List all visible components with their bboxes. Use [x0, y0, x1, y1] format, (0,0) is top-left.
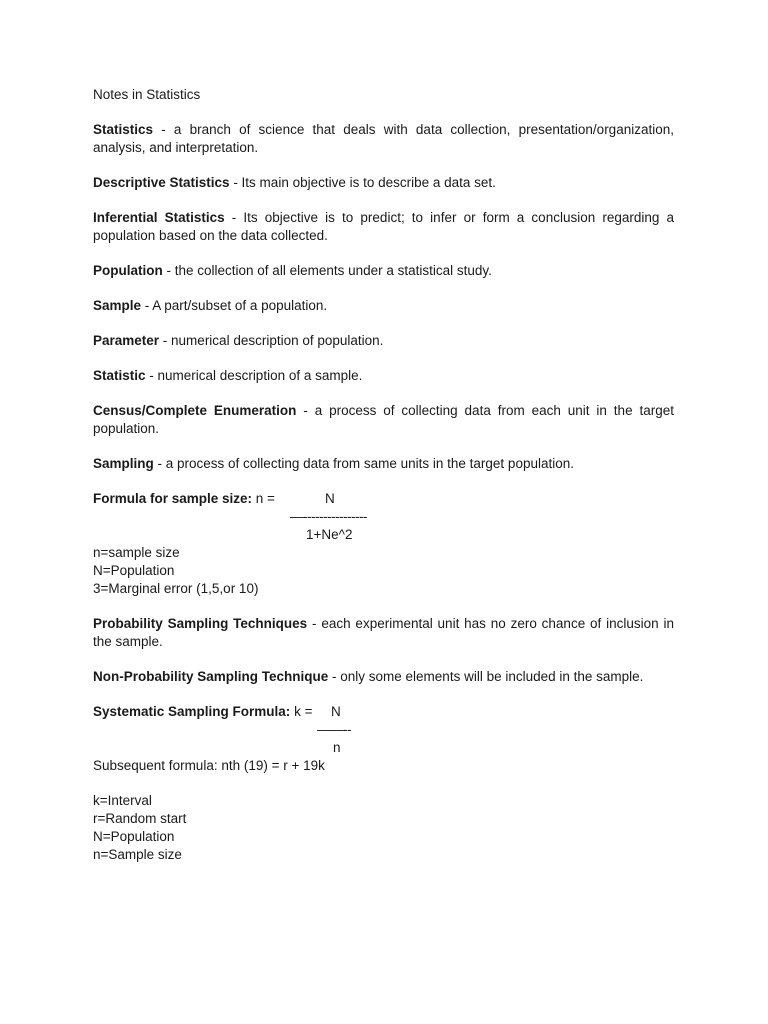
- term-label: Statistic: [93, 368, 146, 383]
- formula-label: Formula for sample size:: [93, 491, 253, 506]
- systematic-sampling-formula: [93, 703, 674, 757]
- term-label: Sample: [93, 298, 142, 313]
- term-label: Parameter: [93, 333, 160, 348]
- legend-line: N=Population: [93, 829, 175, 844]
- formula-denominator: n: [333, 740, 341, 755]
- formula-label: Systematic Sampling Formula:: [93, 704, 291, 719]
- definition-parameter: [93, 332, 674, 350]
- subsequent-formula: Subsequent formula: nth (19) = r + 19k: [93, 758, 325, 773]
- term-label: Census/Complete Enumeration: [93, 403, 297, 418]
- definition-sampling: [93, 455, 674, 473]
- term-text: - only some elements will be included in the sample.: [328, 669, 644, 684]
- formula-lhs: k =: [290, 704, 313, 719]
- term-text: - Its objective is to predict; to infer or form a conclusion regarding a population based on the data collected.: [93, 210, 675, 243]
- term-text: - Its main objective is to describe a data set.: [229, 175, 496, 190]
- formula-numerator: N: [331, 704, 341, 719]
- document-title: Notes in Statistics: [93, 87, 201, 102]
- definition-non-probability-sampling: [93, 668, 674, 686]
- term-text: - numerical description of a sample.: [145, 368, 363, 383]
- definition-inferential-statistics: [93, 209, 674, 245]
- formula-numerator: N: [325, 491, 335, 506]
- term-text: - a process of collecting data from same units in the target population.: [153, 456, 574, 471]
- term-label: Inferential Statistics: [93, 210, 225, 225]
- legend-line: N=Population: [93, 563, 175, 578]
- formula-lhs: n =: [252, 491, 275, 506]
- legend-line: n=sample size: [93, 545, 180, 560]
- formula-denominator: 1+Ne^2: [306, 527, 353, 542]
- legend-line: r=Random start: [93, 811, 187, 826]
- formula-fraction-bar: ——--: [317, 722, 351, 737]
- term-text: - a branch of science that deals with data collection, presentation/organization, analysis, and interpretation.: [93, 122, 674, 155]
- definition-statistic: [93, 367, 674, 385]
- term-label: Probability Sampling Techniques: [93, 616, 308, 631]
- definition-census: [93, 402, 674, 438]
- term-label: Population: [93, 263, 163, 278]
- term-label: Sampling: [93, 456, 154, 471]
- document-page: [93, 86, 674, 864]
- formula-label-line: [93, 703, 312, 721]
- sample-size-formula: [93, 490, 674, 544]
- definition-statistics: [93, 121, 674, 157]
- term-text: - numerical description of population.: [159, 333, 384, 348]
- term-label: Non-Probability Sampling Technique: [93, 669, 329, 684]
- definition-descriptive-statistics: [93, 174, 674, 192]
- term-label: Statistics: [93, 122, 154, 137]
- term-text: - A part/subset of a population.: [141, 298, 328, 313]
- definition-population: [93, 262, 674, 280]
- term-text: - the collection of all elements under a statistical study.: [162, 263, 492, 278]
- definition-sample: [93, 297, 674, 315]
- legend-line: n=Sample size: [93, 847, 182, 862]
- formula-fraction-bar: —----------------: [290, 509, 367, 524]
- formula-label-line: [93, 490, 275, 508]
- definition-probability-sampling: [93, 615, 674, 651]
- term-text: - a process of collecting data from each unit in the target population.: [93, 403, 674, 436]
- term-text: - each experimental unit has no zero chance of inclusion in the sample.: [93, 616, 674, 649]
- term-label: Descriptive Statistics: [93, 175, 230, 190]
- legend-line: 3=Marginal error (1,5,or 10): [93, 581, 259, 596]
- legend-line: k=Interval: [93, 793, 152, 808]
